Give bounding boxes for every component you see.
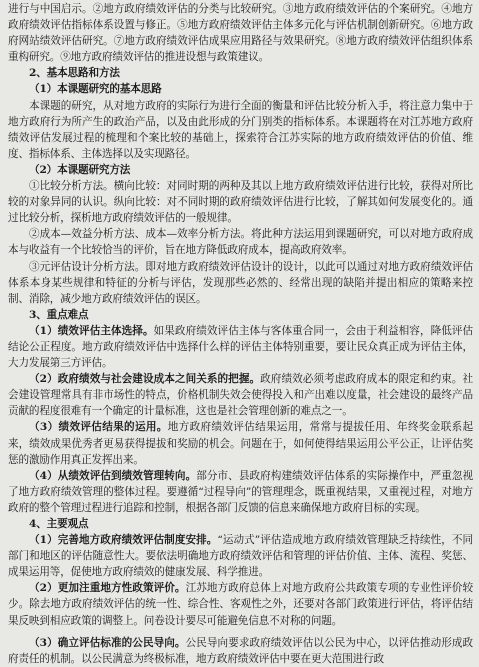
difficulty-2-title: （2）政府绩效与社会建设成本之间关系的把握。 (29, 373, 261, 386)
section-2-1-heading: （1）本课题研究的基本思路 (29, 83, 162, 96)
viewpoint-1-text: “运动式”评估造成地方政府绩效管理缺乏持续性，不同部门和地区的评估随意性大。要依法明确地方政府绩效评估和管理的评估价值、主体、流程、奖惩、成果运用等，促使地方政府绩效的健康发展、科学推进。 (8, 534, 473, 579)
viewpoint-3 (8, 635, 473, 667)
difficulty-4-text: 部分市、县政府构建绩效评估体系的实际操作中，严重忽视了地方政府绩效管理的整体过程。要遵循“过程导向”的管理理念，既重视结果，又重视过程，对地方政府的整个管理过程进行追踪和控制，根据各部门反馈的信息来确保地方政府目标的实现。 (8, 469, 473, 514)
section-2-1-text: 本课题的研究，从对地方政府的实际行为进行全面的衡量和评估比较分析入手，将注意力集中于地方政府行为所产生的政治产品，以及由此形成的分门别类的指标体系。本课题将在对江苏地方政府绩效评估发展过程的梳理和个案比较的基础上，探索符合江苏实际的地方政府绩效评估的价值、维度、指标体系、主体选择以及实现路径。 (8, 99, 473, 160)
difficulty-4-title: （4）从绩效评估到绩效管理转向。 (29, 469, 197, 482)
difficulty-1-title: （1）绩效评估主体选择。 (29, 324, 154, 337)
difficulty-3-text: 地方政府绩效评估结果运用，常常与提拔任用、年终奖金联系起来，绩效成果优秀者更易获得提拔和奖励的机会。问题在于，如何使得结果运用公平公正，让评估奖惩的激励作用真正发挥出来。 (8, 421, 473, 466)
method-2: ②成本—效益分析方法、成本—效率分析方法。将此种方法运用到课题研究，可以对地方政府成本与收益有一个比较恰当的评价，旨在地方降低政府成本，提高政府效率。 (8, 228, 473, 257)
difficulty-1-text: 如果政府绩效评估主体与客体重合同一，会由于利益相容，降低评估结论公正程度。地方政府绩效评估中选择什么样的评估主体特别重要，要让民众真正成为评估主体，大力发展第三方评估。 (8, 324, 474, 370)
difficulty-2 (8, 371, 473, 419)
viewpoint-2 (8, 580, 473, 628)
difficulty-3 (8, 419, 473, 467)
difficulty-3-title: （3）绩效评估结果的运用。 (29, 421, 168, 434)
viewpoint-2-title: （2）更加注重地方性政策评价。 (29, 582, 186, 595)
difficulty-1 (8, 323, 473, 371)
intro-paragraph: 进行与中国启示。②地方政府绩效评估的分类与比较研究。③地方政府绩效评估的个案研究。④地方政府绩效评估指标体系设置与修正。⑤地方政府绩效评估主体多元化与评估机制创新研究。⑥地方政府网站绩效评估研究。⑦地方政府绩效评估成果应用路径与效果研究。⑧地方政府绩效评估组织体系重构研究。⑨地方政府绩效评估的推进设想与政策建议。 (8, 3, 473, 64)
section-2-2-heading: （2）本课题研究方法 (29, 163, 131, 176)
method-3: ③元评估设计分析方法。即对地方政府绩效评估设计的设计，以此可以通过对地方政府绩效评估体系本身某些规律和特征的分析与评估，发现那些必然的、经常出现的缺陷并提出相应的策略来控制、消除，减少地方政府绩效评估的误区。 (8, 260, 473, 305)
viewpoint-2-text: 江苏地方政府总体上对地方政府公共政策专项的专业性评价较少。除去地方政府绩效评估的统一性、综合性、客观性之外，还要对各部门政策进行评估，将评估结果反映到相应政策的调整上。问卷设计要尽可能避免信息不对称的问题。 (8, 582, 473, 627)
section-2-heading: 2、基本思路和方法 (29, 67, 120, 80)
section-3-heading: 3、重点难点 (29, 308, 89, 321)
method-1: ①比较分析方法。横向比较：对同时期的两种及其以上地方政府绩效评估进行比较，获得对所比较的对象异同的认识。纵向比较：对不同时期的政府绩效评估进行比较，了解其如何发展变化的。通过比较分析，探析地方政府绩效评估的一般规律。 (8, 180, 473, 225)
viewpoint-3-text: 公民导向要求政府绩效评估以公民为中心，以评估推动形成政府责任的机制。以公民满意为终极标准，地方政府绩效评估中要在更大范围进行政 (8, 636, 473, 665)
viewpoint-3-title: （3）确立评估标准的公民导向。 (29, 636, 186, 649)
viewpoint-1 (8, 532, 473, 580)
difficulty-4 (8, 468, 473, 516)
viewpoint-1-title: （1）完善地方政府绩效评估制度安排。 (29, 534, 218, 547)
difficulty-2-text: 政府绩效必须考虑政府成本的限定和约束。社会建设管理常具有非市场性的特点，价格机制失效会使得投入和产出难以度量，社会建设的最终产品贡献的程度很难有一个确定的计量标准，这也是社会管理创新的难点之一。 (8, 373, 474, 418)
section-4-heading: 4、主要观点 (29, 518, 89, 530)
